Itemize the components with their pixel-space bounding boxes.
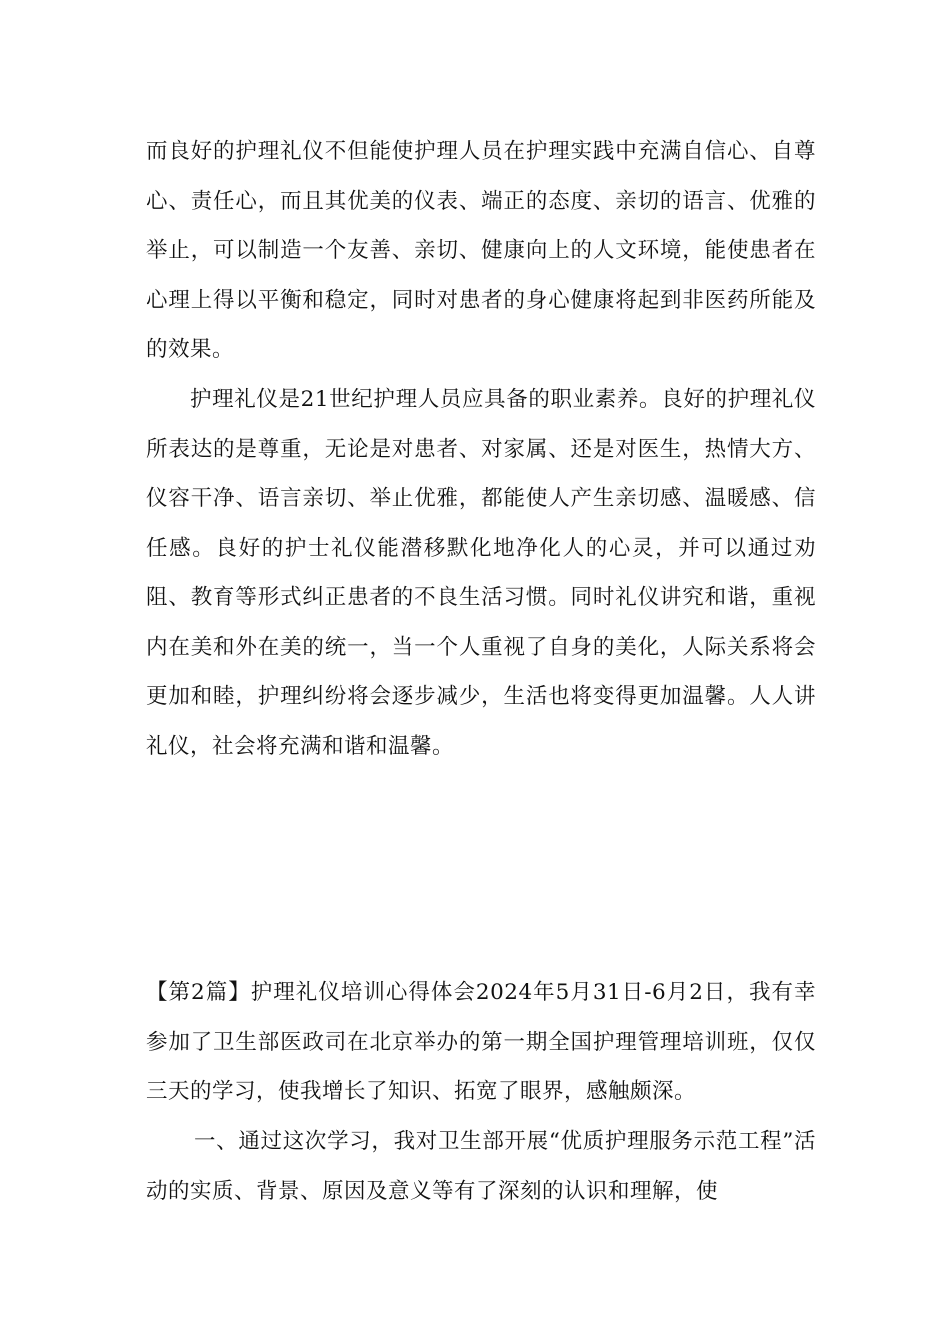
paragraph-continuation: 而良好的护理礼仪不但能使护理人员在护理实践中充满自信心、自尊心、责任心，而且其优美的仪表、端正的态度、亲切的语言、优雅的举止，可以制造一个友善、亲切、健康向上的人文环境，能使患者在心理上得以平衡和稳定，同时对患者的身心健康将起到非医药所能及的效果。	[146, 139, 816, 362]
paragraph-article-2-intro: 【第2篇】护理礼仪培训心得体会2024年5月31日-6月2日，我有幸参加了卫生部医政司在北京举办的第一期全国护理管理培训班，仅仅三天的学习，使我增长了知识、拓宽了眼界，感触颇深。	[146, 980, 816, 1104]
paragraph-nursing-etiquette: 护理礼仪是21世纪护理人员应具备的职业素养。良好的护理礼仪所表达的是尊重，无论是对患者、对家属、还是对医生，热情大方、仪容干净、语言亲切、举止优雅，都能使人产生亲切感、温暖感、信任感。良好的护士礼仪能潜移默化地净化人的心灵，并可以通过劝阻、教育等形式纠正患者的不良生活习惯。同时礼仪讲究和谐，重视内在美和外在美的统一，当一个人重视了自身的美化，人际关系将会更加和睦，护理纠纷将会逐步减少，生活也将变得更加温馨。人人讲礼仪，社会将充满和谐和温馨。	[146, 387, 816, 759]
paragraph-section-one: 一、通过这次学习，我对卫生部开展“优质护理服务示范工程”活动的实质、背景、原因及意义等有了深刻的认识和理解，使	[146, 1129, 816, 1204]
